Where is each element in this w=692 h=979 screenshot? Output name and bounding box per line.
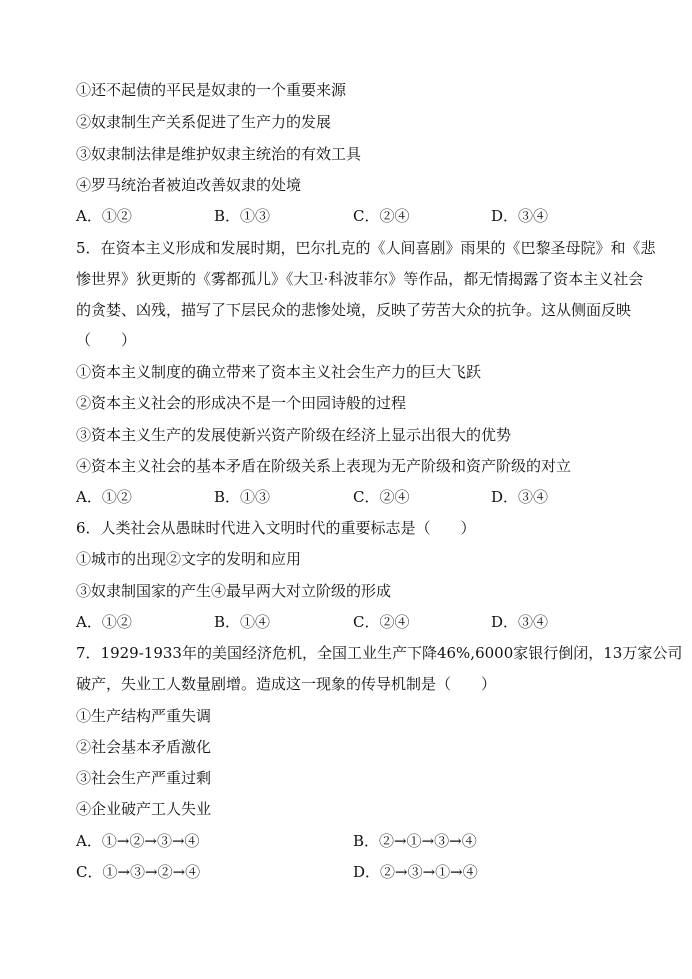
question-5-stem-line: 5．在资本主义形成和发展时期，巴尔扎克的《人间喜剧》雨果的《巴黎圣母院》和《悲 (76, 239, 656, 257)
question-7-option-d: D．②→③→①→④ (353, 863, 478, 881)
question-7-stem-line: 7．1929-1933年的美国经济危机，全国工业生产下降46%,6000家银行倒闭，13万家公司 (76, 644, 683, 662)
question-5-stem-line: 惨世界》狄更斯的《雾都孤儿》《大卫·科波菲尔》等作品，都无情揭露了资本主义社会 (76, 270, 644, 288)
question-5-statement: ④资本主义社会的基本矛盾在阶级关系上表现为无产阶级和资产阶级的对立 (76, 457, 572, 475)
statement-item: ②奴隶制生产关系促进了生产力的发展 (76, 113, 332, 131)
question-7-statement: ①生产结构严重失调 (76, 707, 212, 725)
option-d: D．③④ (491, 207, 549, 225)
question-5-answer-blank: （ ） (76, 331, 137, 349)
question-6-option-d: D．③④ (491, 613, 549, 631)
option-a: A．①② (76, 207, 132, 225)
question-5-option-a: A．①② (76, 488, 132, 506)
question-7-option-a: A．①→②→③→④ (76, 832, 200, 850)
question-5-stem-line: 的贪婪、凶残，描写了下层民众的悲惨处境，反映了劳苦大众的抗争。这从侧面反映 (76, 301, 632, 319)
question-5-option-c: C．②④ (353, 488, 410, 506)
question-6-option-c: C．②④ (353, 613, 410, 631)
question-7-statement: ②社会基本矛盾激化 (76, 738, 212, 756)
question-7-statement: ④企业破产工人失业 (76, 800, 212, 818)
question-5-statement: ③资本主义生产的发展使新兴资产阶级在经济上显示出很大的优势 (76, 426, 512, 444)
option-b: B．①③ (214, 207, 271, 225)
question-7-option-b: B．②→①→③→④ (353, 832, 477, 850)
statement-item: ③奴隶制法律是维护奴隶主统治的有效工具 (76, 145, 362, 163)
question-6-stem: 6．人类社会从愚昧时代进入文明时代的重要标志是（ ） (76, 519, 476, 537)
statement-item: ①还不起债的平民是奴隶的一个重要来源 (76, 81, 347, 99)
question-6-option-b: B．①④ (214, 613, 271, 631)
question-5-statement: ②资本主义社会的形成决不是一个田园诗般的过程 (76, 394, 407, 412)
statement-item: ④罗马统治者被迫改善奴隶的处境 (76, 176, 302, 194)
question-7-statement: ③社会生产严重过剩 (76, 769, 212, 787)
question-6-statement: ①城市的出现②文字的发明和应用 (76, 550, 302, 568)
question-7-option-c: C．①→③→②→④ (76, 863, 201, 881)
question-5-option-d: D．③④ (491, 488, 549, 506)
option-c: C．②④ (353, 207, 410, 225)
question-6-option-a: A．①② (76, 613, 132, 631)
question-5-option-b: B．①③ (214, 488, 271, 506)
question-7-stem-line: 破产，失业工人数量剧增。造成这一现象的传导机制是（ ） (76, 675, 497, 693)
question-6-statement: ③奴隶制国家的产生④最早两大对立阶级的形成 (76, 582, 392, 600)
question-5-statement: ①资本主义制度的确立带来了资本主义社会生产力的巨大飞跃 (76, 363, 482, 381)
